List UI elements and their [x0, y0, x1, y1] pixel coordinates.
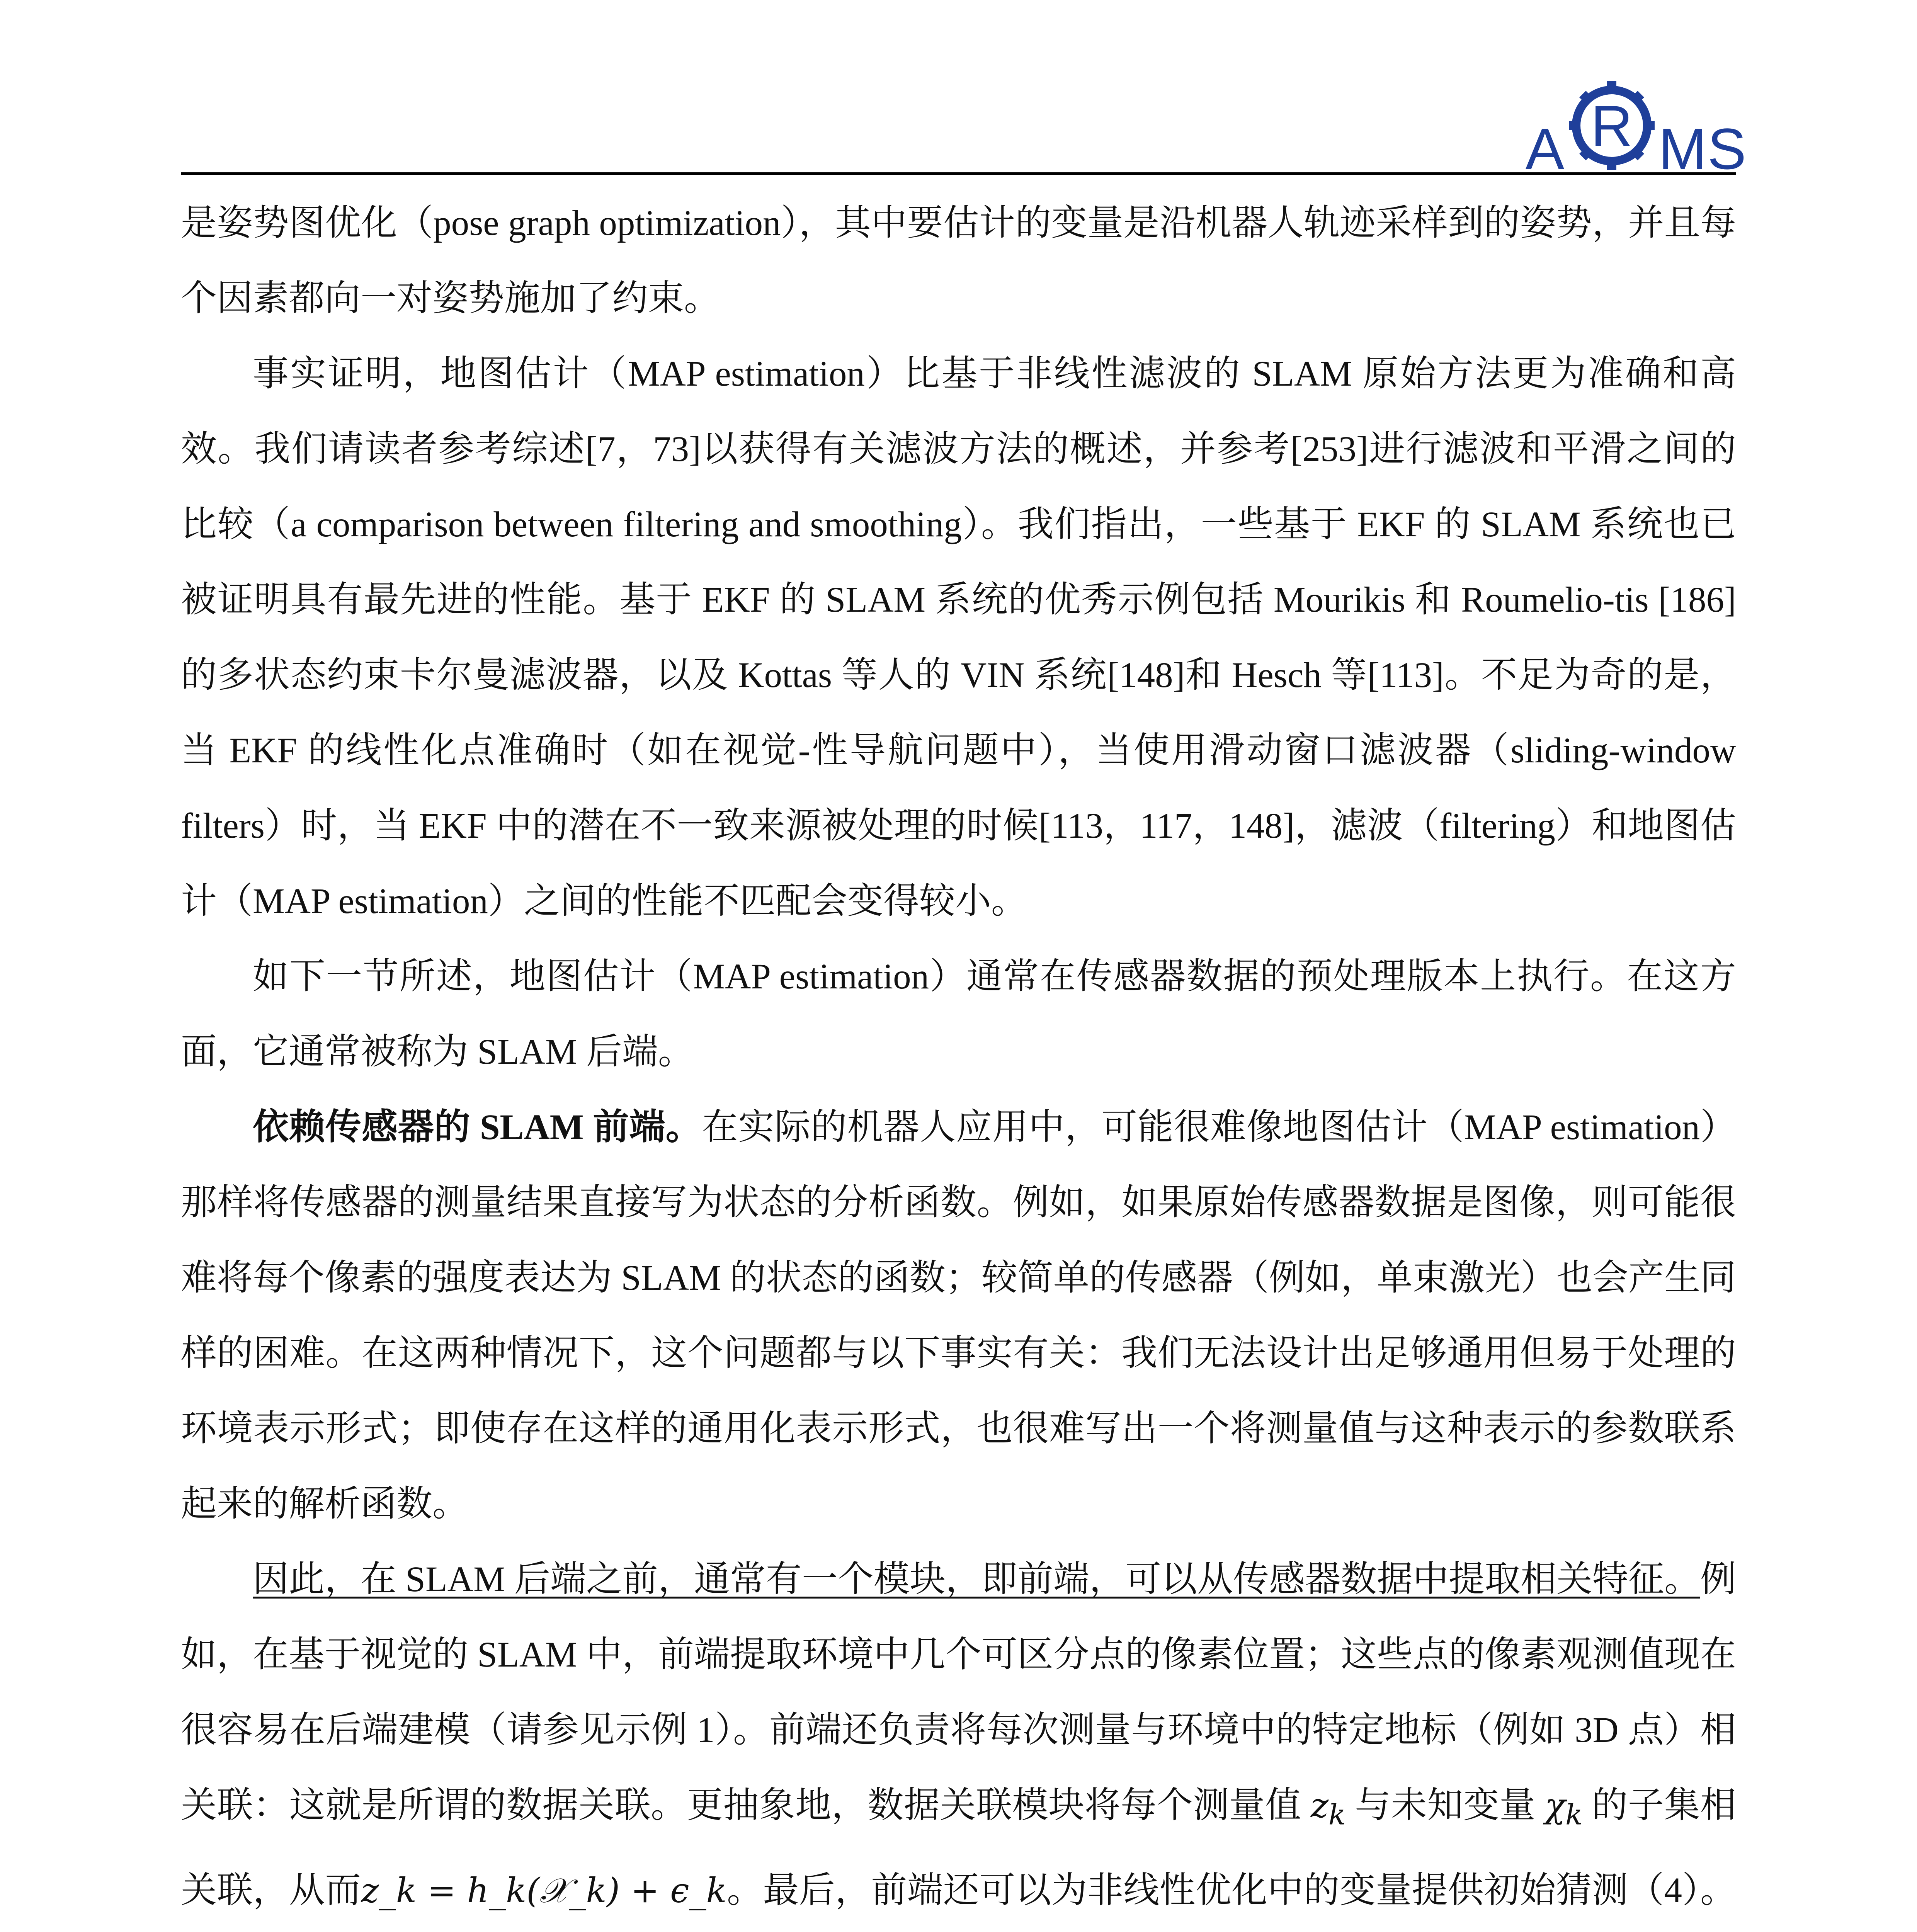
logo-letter-r: R: [1590, 94, 1633, 158]
header-divider: [181, 172, 1736, 175]
arms-logo: [1525, 46, 1747, 181]
paragraph-2: 事实证明，地图估计（MAP estimation）比基于非线性滤波的 SLAM 原始方法更为准确和高效。我们请读者参考综述[7，73]以获得有关滤波方法的概述，并参考[253]进行滤波和平滑之间的比较（a comparison between filtering and smoothing）。我们指出，一些基于 EKF 的 SLAM 系统也已被证明具有最先进的性能。基于 EKF 的 SLAM 系统的优秀示例包括 Mourikis 和 Roumelio-tis [186]的多状态约束卡尔曼滤波器，以及 Kottas 等人的 VIN 系统[148]和 Hesch 等[113]。不足为奇的是，当 EKF 的线性化点准确时（如在视觉-性导航问题中），当使用滑动窗口滤波器（sliding-window filters）时，当 EKF 中的潜在不一致来源被处理的时候[113，117，148]，滤波（filtering）和地图估计（MAP estimation）之间的性能不匹配会变得较小。: [181, 354, 1736, 921]
paragraph-5: [181, 1542, 1736, 1932]
math-chi-symbol: χ: [1544, 1786, 1566, 1825]
paragraph-4: [181, 1090, 1736, 1542]
logo-letters-ms: MS: [1658, 116, 1747, 181]
paragraph-1: 是姿势图优化（pose graph optimization），其中要估计的变量是沿机器人轨迹采样到的姿势，并且每个因素都向一对姿势施加了约束。: [181, 203, 1736, 318]
gear-icon: [1567, 62, 1656, 178]
logo-gear-r: [1567, 62, 1656, 178]
measurement-equation: z_k = h_k(𝒳_k) + ϵ_k: [361, 1870, 727, 1910]
math-z-symbol: z: [1310, 1786, 1329, 1825]
math-z-subscript: k: [1328, 1798, 1346, 1832]
math-chi-subscript: k: [1565, 1798, 1583, 1832]
paragraph-5-text-c: 的子集相关联，从而: [181, 1786, 1737, 1910]
logo-letter-a: A: [1525, 116, 1565, 181]
paragraph-5-text-a: 例如，在基于视觉的 SLAM 中，前端提取环境中几个可区分点的像素位置；这些点的像素观测值现在很容易在后端建模（请参见示例 1）。前端还负责将每次测量与环境中的特定地标（例如 3D 点）相关联：这就是所谓的数据关联。更抽象地，数据关联模块将每个测量值: [181, 1560, 1736, 1825]
underlined-sentence: 因此，在 SLAM 后端之前，通常有一个模块，即前端，可以从传感器数据中提取相关特征。: [253, 1560, 1700, 1599]
paragraph-5-text-d: 。最后，前端还可以为非线性优化中的变量提供初始猜测（4）。: [726, 1870, 1737, 1910]
math-chi: [1544, 1786, 1583, 1832]
math-z: [1310, 1786, 1346, 1832]
section-lead: 依赖传感器的 SLAM 前端。: [253, 1107, 702, 1147]
paragraph-4-text: 在实际的机器人应用中，可能很难像地图估计（MAP estimation）那样将传感器的测量结果直接写为状态的分析函数。例如，如果原始传感器数据是图像，则可能很难将每个像素的强度表达为 SLAM 的状态的函数；较简单的传感器（例如，单束激光）也会产生同样的困难。在这两种情况下，这个问题都与以下事实有关：我们无法设计出足够通用但易于处理的环境表示形式；即使存在这样的通用化表示形式，也很难写出一个将测量值与这种表示的参数联系起来的解析函数。: [181, 1107, 1736, 1524]
paragraph-3: 如下一节所述，地图估计（MAP estimation）通常在传感器数据的预处理版本上执行。在这方面，它通常被称为 SLAM 后端。: [181, 957, 1736, 1072]
body-text: [181, 185, 1736, 1932]
paragraph-5-text-b: 与未知变量: [1345, 1786, 1545, 1825]
